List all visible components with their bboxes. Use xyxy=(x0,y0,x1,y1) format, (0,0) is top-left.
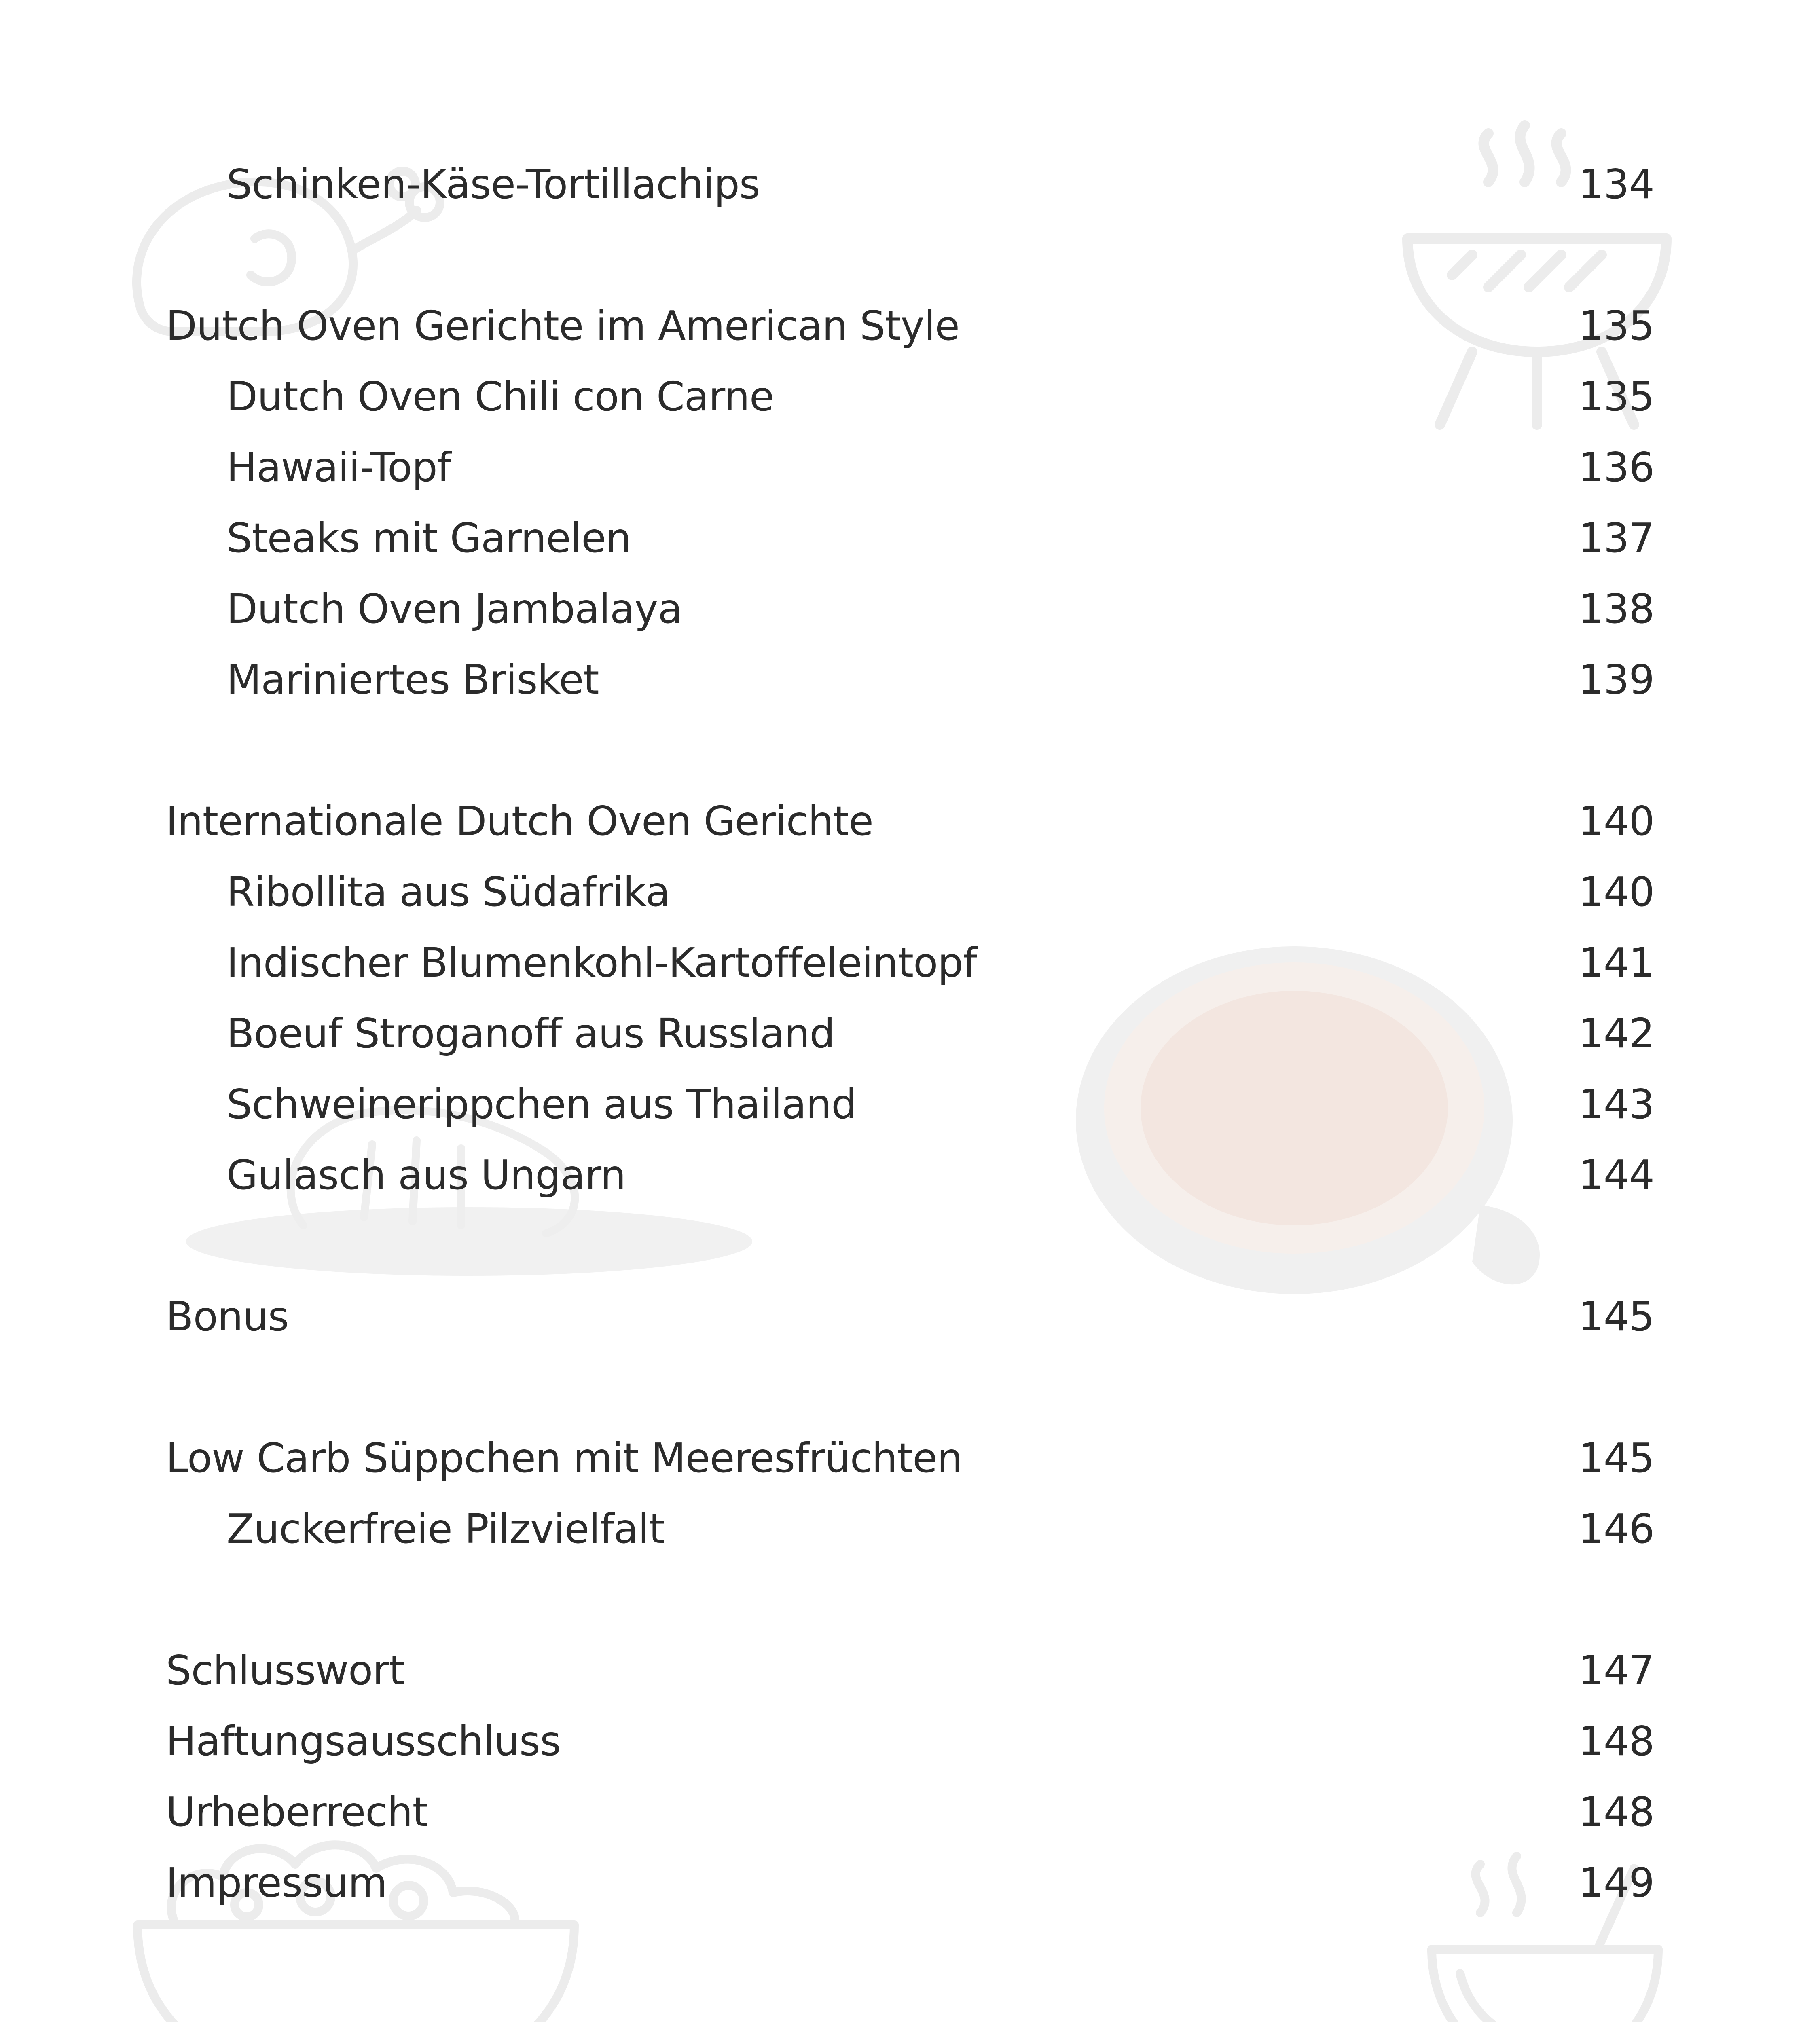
toc-entry-ribollita[interactable] xyxy=(166,861,1654,922)
toc-entry-gulasch[interactable] xyxy=(166,1144,1654,1205)
toc-entry-bonus[interactable] xyxy=(166,1286,1654,1347)
toc-entry-page: 138 xyxy=(1578,585,1654,632)
toc-entry-boeuf-stroganoff[interactable] xyxy=(166,1003,1654,1064)
toc-entry-label: Dutch Oven Gerichte im American Style xyxy=(166,302,959,349)
toc-entry-label: Schinken-Käse-Tortillachips xyxy=(226,160,760,208)
toc-entry-pilzvielfalt[interactable] xyxy=(166,1498,1654,1559)
toc-entry-page: 142 xyxy=(1578,1009,1654,1057)
toc-entry-haftungsausschluss[interactable] xyxy=(166,1711,1654,1771)
toc-entry-label: Internationale Dutch Oven Gerichte xyxy=(166,797,873,845)
toc-entry-page: 145 xyxy=(1578,1434,1654,1482)
toc-entry-page: 146 xyxy=(1578,1505,1654,1552)
toc-entry-schlusswort[interactable] xyxy=(166,1640,1654,1701)
toc-entry-page: 135 xyxy=(1578,302,1654,349)
toc-entry-page: 140 xyxy=(1578,868,1654,916)
toc-entry-label: Urheberrecht xyxy=(166,1788,428,1836)
toc-entry-page: 137 xyxy=(1578,514,1654,562)
toc-entry-label: Schlusswort xyxy=(166,1646,404,1694)
toc-entry-label: Steaks mit Garnelen xyxy=(226,514,631,562)
toc-entry-page: 135 xyxy=(1578,372,1654,420)
toc-entry-page: 144 xyxy=(1578,1151,1654,1199)
toc-entry-page: 145 xyxy=(1578,1292,1654,1340)
toc-entry-label: Hawaii-Topf xyxy=(226,443,451,491)
toc-entry-chili-con-carne[interactable] xyxy=(166,366,1654,427)
toc-entry-internationale-gerichte[interactable] xyxy=(166,791,1654,851)
toc-entry-page: 148 xyxy=(1578,1717,1654,1765)
toc-entry-label: Indischer Blumenkohl-Kartoffeleintopf xyxy=(226,939,977,986)
toc-entry-page: 149 xyxy=(1578,1859,1654,1906)
toc-entry-mariniertes-brisket[interactable] xyxy=(166,649,1654,710)
toc-entry-page: 147 xyxy=(1578,1646,1654,1694)
toc-entry-schweinerippchen[interactable] xyxy=(166,1074,1654,1134)
toc-entry-page: 148 xyxy=(1578,1788,1654,1836)
toc-entry-blumenkohl-kartoffeleintopf[interactable] xyxy=(166,932,1654,993)
toc-entry-impressum[interactable] xyxy=(166,1852,1654,1913)
toc-entry-label: Gulasch aus Ungarn xyxy=(226,1151,626,1199)
toc-entry-label: Haftungsausschluss xyxy=(166,1717,561,1765)
toc-entry-label: Dutch Oven Jambalaya xyxy=(226,585,682,632)
toc-entry-label: Impressum xyxy=(166,1859,387,1906)
toc-entry-jambalaya[interactable] xyxy=(166,578,1654,639)
toc-entry-hawaii-topf[interactable] xyxy=(166,437,1654,497)
toc-entry-steaks-mit-garnelen[interactable] xyxy=(166,508,1654,568)
toc-entry-schinken-kaese-tortillachips[interactable] xyxy=(166,154,1654,214)
toc-entry-dutch-oven-american-style[interactable] xyxy=(166,295,1654,356)
toc-entry-label: Low Carb Süppchen mit Meeresfrüchten xyxy=(166,1434,963,1482)
toc-entry-low-carb-sueppchen[interactable] xyxy=(166,1428,1654,1488)
toc-entry-page: 134 xyxy=(1578,160,1654,208)
toc-entry-page: 143 xyxy=(1578,1080,1654,1128)
toc-entry-label: Dutch Oven Chili con Carne xyxy=(226,372,774,420)
toc-entry-label: Bonus xyxy=(166,1292,289,1340)
toc-entry-label: Schweinerippchen aus Thailand xyxy=(226,1080,857,1128)
toc-entry-page: 140 xyxy=(1578,797,1654,845)
toc-entry-page: 136 xyxy=(1578,443,1654,491)
toc-entry-urheberrecht[interactable] xyxy=(166,1781,1654,1842)
toc-entry-label: Zuckerfreie Pilzvielfalt xyxy=(226,1505,665,1552)
toc-entry-page: 141 xyxy=(1578,939,1654,986)
toc-entry-label: Boeuf Stroganoff aus Russland xyxy=(226,1009,835,1057)
toc-entry-label: Mariniertes Brisket xyxy=(226,656,599,703)
toc-entry-page: 139 xyxy=(1578,656,1654,703)
toc-entry-label: Ribollita aus Südafrika xyxy=(226,868,670,916)
